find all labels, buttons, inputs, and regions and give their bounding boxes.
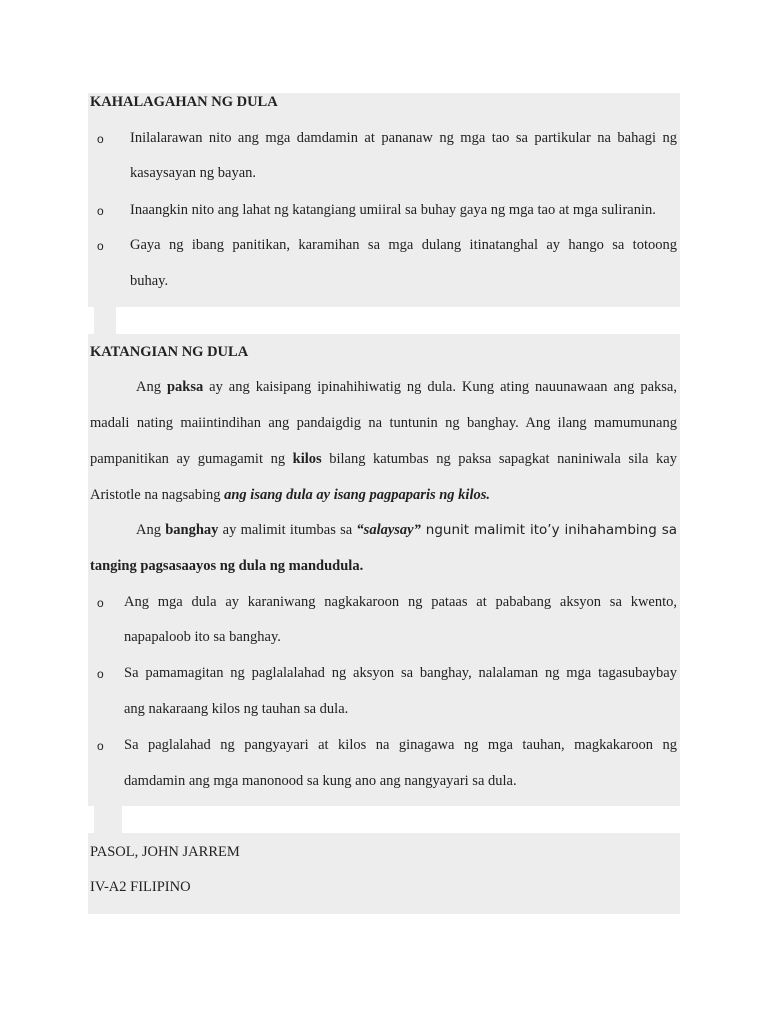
s1-item3-line1: Gaya ng ibang panitikan, karamihan sa mga dulang itinatanghal ay hango sa totoong	[130, 237, 677, 253]
s2-item3-line1: Sa paglalahad ng pangyayari at kilos na ginagawa ng mga tauhan, magkakaroon ng	[124, 737, 677, 753]
section2-heading: KATANGIAN NG DULA	[90, 344, 249, 360]
s2-item3-line2: damdamin ang mga manonood sa kung ano ang nangyayari sa dula.	[124, 773, 517, 789]
p2-line1: Ang banghay ay malimit itumbas sa “salaysay” ngunit malimit ito’y inihahambing sa	[136, 522, 677, 538]
s1-item1-line1: Inilalarawan nito ang mga damdamin at pananaw ng mga tao sa partikular na bahagi ng	[130, 130, 677, 146]
s2-item2-line2: ang nakaraang kilos ng tauhan sa dula.	[124, 701, 349, 717]
s1-item2-line1: Inaangkin nito ang lahat ng katangiang umiiral sa buhay gaya ng mga tao at mga suliranin.	[130, 202, 656, 218]
p1-line1: Ang paksa ay ang kaisipang ipinahihiwatig ng dula. Kung ating nauunawaan ang paksa,	[136, 379, 677, 395]
p1-line2: madali nating maiintindihan ang pandaigdig na tuntunin ng banghay. Ang ilang mamumunang	[90, 415, 677, 431]
p2-line2: tanging pagsasaayos ng dula ng mandudula.	[90, 558, 364, 574]
bullet-marker: o	[97, 239, 104, 253]
s2-item1-line1: Ang mga dula ay karaniwang nagkakaroon ng pataas at pababang aksyon sa kwento,	[124, 594, 677, 610]
p1-line4: Aristotle na nagsabing ang isang dula ay isang pagpaparis ng kilos.	[90, 487, 491, 503]
s1-item1-line2: kasaysayan ng bayan.	[130, 165, 257, 181]
highlight-block-4	[94, 804, 122, 834]
bullet-marker: o	[97, 596, 104, 610]
highlight-block-2	[94, 305, 116, 335]
bullet-marker: o	[97, 204, 104, 218]
author-name: PASOL, JOHN JARREM	[90, 844, 240, 860]
section1-heading: KAHALAGAHAN NG DULA	[90, 94, 278, 110]
p1-line3: pampanitikan ay gumagamit ng kilos bilang katumbas ng paksa sapagkat naniniwala sila kay	[90, 451, 677, 467]
bullet-marker: o	[97, 132, 104, 146]
s1-item3-line2: buhay.	[130, 273, 169, 289]
highlight-block-1	[88, 93, 680, 307]
s2-item2-line1: Sa pamamagitan ng paglalalahad ng aksyon sa banghay, nalalaman ng mga tagasubaybay	[124, 665, 677, 681]
class-section: IV-A2 FILIPINO	[90, 879, 191, 895]
bullet-marker: o	[97, 667, 104, 681]
s2-item1-line2: napapaloob ito sa banghay.	[124, 629, 281, 645]
bullet-marker: o	[97, 739, 104, 753]
